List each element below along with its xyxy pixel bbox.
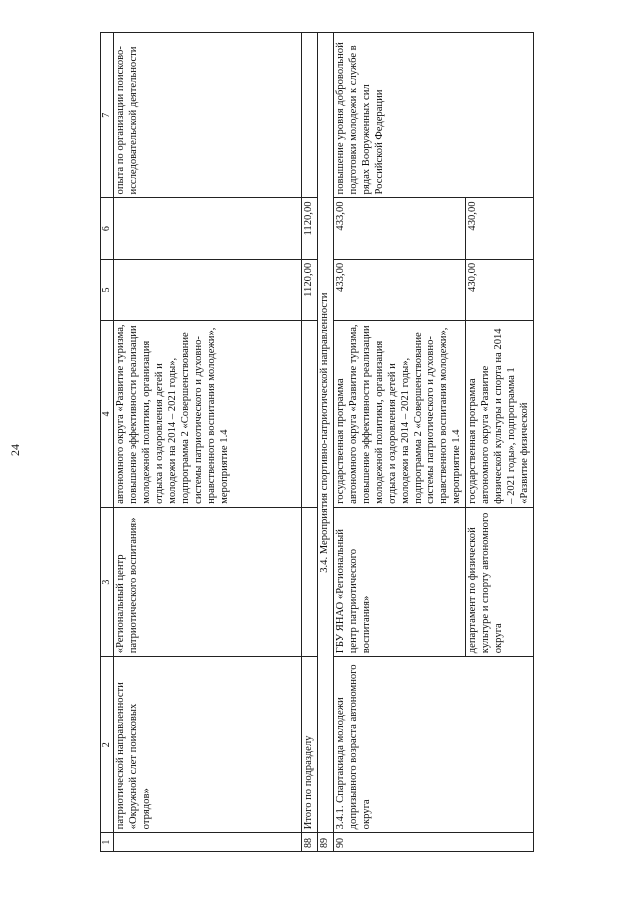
empty-cell xyxy=(302,321,318,508)
table-row xyxy=(334,33,466,852)
row-number: 90 xyxy=(334,833,534,852)
executor: департамент по физической культуре и спорту автономного округа xyxy=(466,507,534,656)
empty-cell xyxy=(302,33,318,198)
rotated-table-wrapper xyxy=(100,32,620,852)
header-cell: 6 xyxy=(101,198,114,259)
table-row xyxy=(318,33,334,852)
amount-cell xyxy=(114,259,302,320)
subtotal-label: Итого по подразделу xyxy=(302,657,318,833)
empty-cell xyxy=(302,507,318,656)
row-number xyxy=(114,833,302,852)
header-cell: 2 xyxy=(101,657,114,833)
amount-cell: 430,00 xyxy=(466,198,534,259)
amount-cell: 433,00 xyxy=(334,198,466,259)
header-cell: 7 xyxy=(101,33,114,198)
header-cell: 5 xyxy=(101,259,114,320)
event-name: 3.4.1. Спартакиада молодежи допризывного возраста автономного округа xyxy=(334,657,534,833)
amount-cell: 1120,00 xyxy=(302,198,318,259)
executor: ГБУ ЯНАО «Региональный центр патриотического воспитания» xyxy=(334,507,466,656)
header-cell: 1 xyxy=(101,833,114,852)
amount-cell xyxy=(114,198,302,259)
funding-source: государственная программа автономного округа «Развитие туризма, повышение эффективности реализации молодежной политики, организация отдыха и оздоровления детей и молодежи на 2014 – 2021 годы», подпрограмма 2 «Совершенствование системы патриотического и духовно-нравственного воспитания молодежи», мероприятие 1.4 xyxy=(334,321,466,508)
plan-table xyxy=(100,32,534,852)
page-number: 24 xyxy=(8,444,22,456)
amount-cell: 430,00 xyxy=(466,259,534,320)
header-cell: 3 xyxy=(101,507,114,656)
amount-cell: 1120,00 xyxy=(302,259,318,320)
header-cell: 4 xyxy=(101,321,114,508)
result-cell: повышение уровня добровольной подготовки молодежи к службе в рядах Вооруженных сил Российской Федерации xyxy=(334,33,534,198)
section-heading: 3.4. Мероприятия спортивно-патриотической направленности xyxy=(318,33,334,833)
table-row xyxy=(302,33,318,852)
amount-cell: 433,00 xyxy=(334,259,466,320)
result-cell: опыта по организации поисково-исследовательской деятельности xyxy=(114,33,302,198)
table-row xyxy=(114,33,302,852)
event-name: патриотической направленности «Окружной слет поисковых отрядов» xyxy=(114,657,302,833)
row-number: 88 xyxy=(302,833,318,852)
funding-source: государственная программа автономного округа «Развитие физической культуры и спорта на 2014 – 2021 годы», подпрограмма 1 «Развитие физической xyxy=(466,321,534,508)
executor: «Региональный центр патриотического воспитания» xyxy=(114,507,302,656)
row-number: 89 xyxy=(318,833,334,852)
header-row xyxy=(101,33,114,852)
funding-source: автономного округа «Развитие туризма, повышение эффективности реализации молодежной политики, организация отдыха и оздоровления детей и молодежи на 2014 – 2021 годы», подпрограмма 2 «Совершенствование системы патриотического и духовно-нравственного воспитания молодежи», мероприятие 1.4 xyxy=(114,321,302,508)
